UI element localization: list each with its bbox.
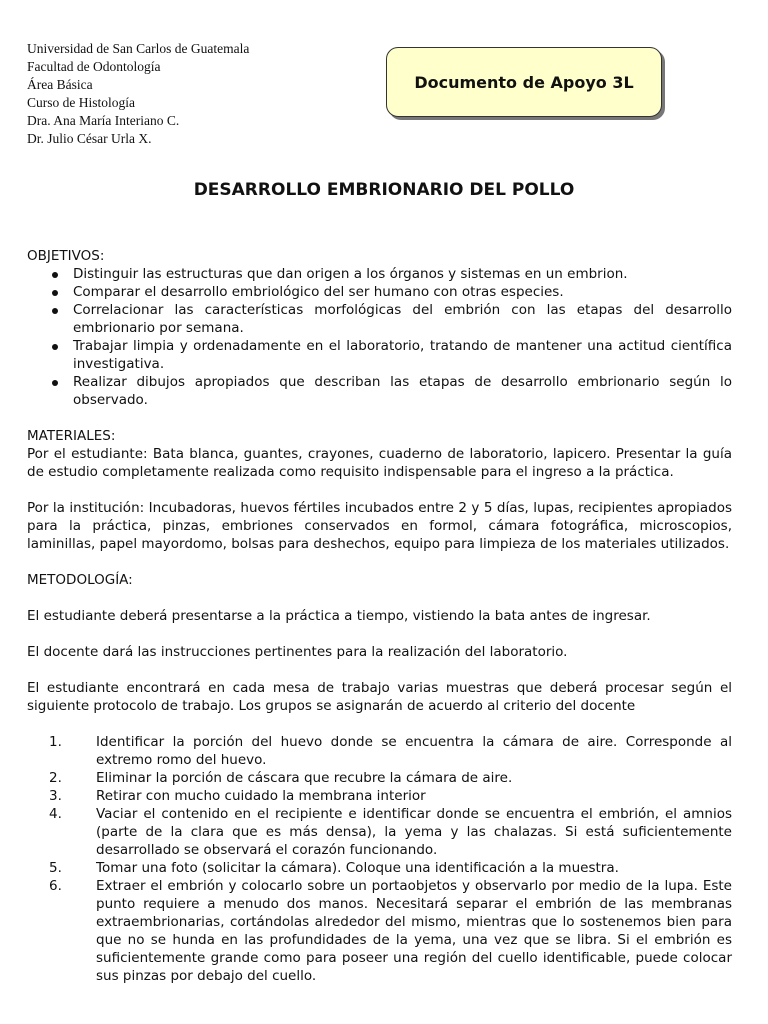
metodologia-paragraph: El estudiante encontrará en cada mesa de trabajo varias muestras que deberá procesar según el siguiente protocolo de trabajo. Los grupos se asignarán de acuerdo al criterio del docente bbox=[27, 680, 732, 714]
step-text: Tomar una foto (solicitar la cámara). Coloque una identificación a la muestra. bbox=[96, 860, 619, 876]
objetivos-list bbox=[48, 265, 732, 409]
step-number: 2. bbox=[49, 770, 62, 786]
objetivo-item: Realizar dibujos apropiados que describan las etapas de desarrollo embrionario según lo observado. bbox=[48, 373, 732, 409]
protocol-step bbox=[27, 859, 732, 877]
protocol-steps bbox=[27, 733, 732, 985]
header-line-university: Universidad de San Carlos de Guatemala bbox=[27, 41, 250, 56]
header-line-instructor-2: Dr. Julio César Urla X. bbox=[27, 131, 152, 146]
step-number: 6. bbox=[49, 878, 62, 894]
header-line-faculty: Facultad de Odontología bbox=[27, 59, 161, 74]
metodologia-paragraph: El estudiante deberá presentarse a la práctica a tiempo, vistiendo la bata antes de ingresar. bbox=[27, 608, 651, 624]
materiales-estudiante: Por el estudiante: Bata blanca, guantes, crayones, cuaderno de laboratorio, lapicero. Presentar la guía de estudio completamente realizada como requisito indispensable para el ingreso a la práctica. bbox=[27, 446, 732, 480]
step-number: 1. bbox=[49, 734, 62, 750]
header-line-course: Curso de Histología bbox=[27, 95, 135, 110]
protocol-step bbox=[27, 733, 732, 769]
protocol-step bbox=[27, 787, 732, 805]
step-text: Identificar la porción del huevo donde se encuentra la cámara de aire. Corresponde al extremo romo del huevo. bbox=[96, 734, 732, 768]
header-line-area: Área Básica bbox=[27, 77, 93, 92]
materiales-heading: MATERIALES: bbox=[27, 428, 116, 444]
document-body bbox=[27, 247, 732, 985]
step-number: 3. bbox=[49, 788, 62, 804]
document-badge: Documento de Apoyo 3L bbox=[386, 47, 662, 117]
step-text: Extraer el embrión y colocarlo sobre un portaobjetos y observarlo por medio de la lupa. Este punto requiere a menudo dos manos. Necesitará separar el embrión de las membranas extraembrionarias, cortándolas alrededor del mismo, mientras que lo sostenemos bien para que no se hunda en las profundidades de la yema, una vez que se libra. Si el embrión es suficientemente grande como para poseer una región del cuello identificable, puede colocar sus pinzas por debajo del cuello. bbox=[96, 878, 732, 984]
metodologia-paragraph: El docente dará las instrucciones pertinentes para la realización del laboratorio. bbox=[27, 644, 568, 660]
step-text: Retirar con mucho cuidado la membrana interior bbox=[96, 788, 426, 804]
document-title: DESARROLLO EMBRIONARIO DEL POLLO bbox=[193, 180, 575, 200]
objetivo-item: Distinguir las estructuras que dan origen a los órganos y sistemas en un embrion. bbox=[48, 265, 732, 283]
objetivo-item: Comparar el desarrollo embriológico del ser humano con otras especies. bbox=[48, 283, 732, 301]
step-number: 5. bbox=[49, 860, 62, 876]
objetivo-item: Correlacionar las características morfológicas del embrión con las etapas del desarrollo embrionario por semana. bbox=[48, 301, 732, 337]
institution-header bbox=[27, 40, 249, 148]
objetivo-item: Trabajar limpia y ordenadamente en el laboratorio, tratando de mantener una actitud científica investigativa. bbox=[48, 337, 732, 373]
protocol-step bbox=[27, 769, 732, 787]
header-line-instructor-1: Dra. Ana María Interiano C. bbox=[27, 113, 180, 128]
step-text: Vaciar el contenido en el recipiente e identificar donde se encuentra el embrión, el amnios (parte de la clara que es más densa), la yema y las chalazas. Si está suficientemente desarrollado se observará el corazón funcionando. bbox=[96, 806, 732, 858]
protocol-step bbox=[27, 877, 732, 985]
protocol-step bbox=[27, 805, 732, 859]
step-number: 4. bbox=[49, 806, 62, 822]
materiales-institucion: Por la institución: Incubadoras, huevos fértiles incubados entre 2 y 5 días, lupas, recipientes apropiados para la práctica, pinzas, embriones conservados en formol, cámara fotográfica, microscopios, laminillas, papel mayordomo, bolsas para deshechos, equipo para limpieza de los materiales utilizados. bbox=[27, 500, 732, 552]
objetivos-heading: OBJETIVOS: bbox=[27, 248, 105, 264]
metodologia-heading: METODOLOGÍA: bbox=[27, 572, 133, 588]
step-text: Eliminar la porción de cáscara que recubre la cámara de aire. bbox=[96, 770, 513, 786]
